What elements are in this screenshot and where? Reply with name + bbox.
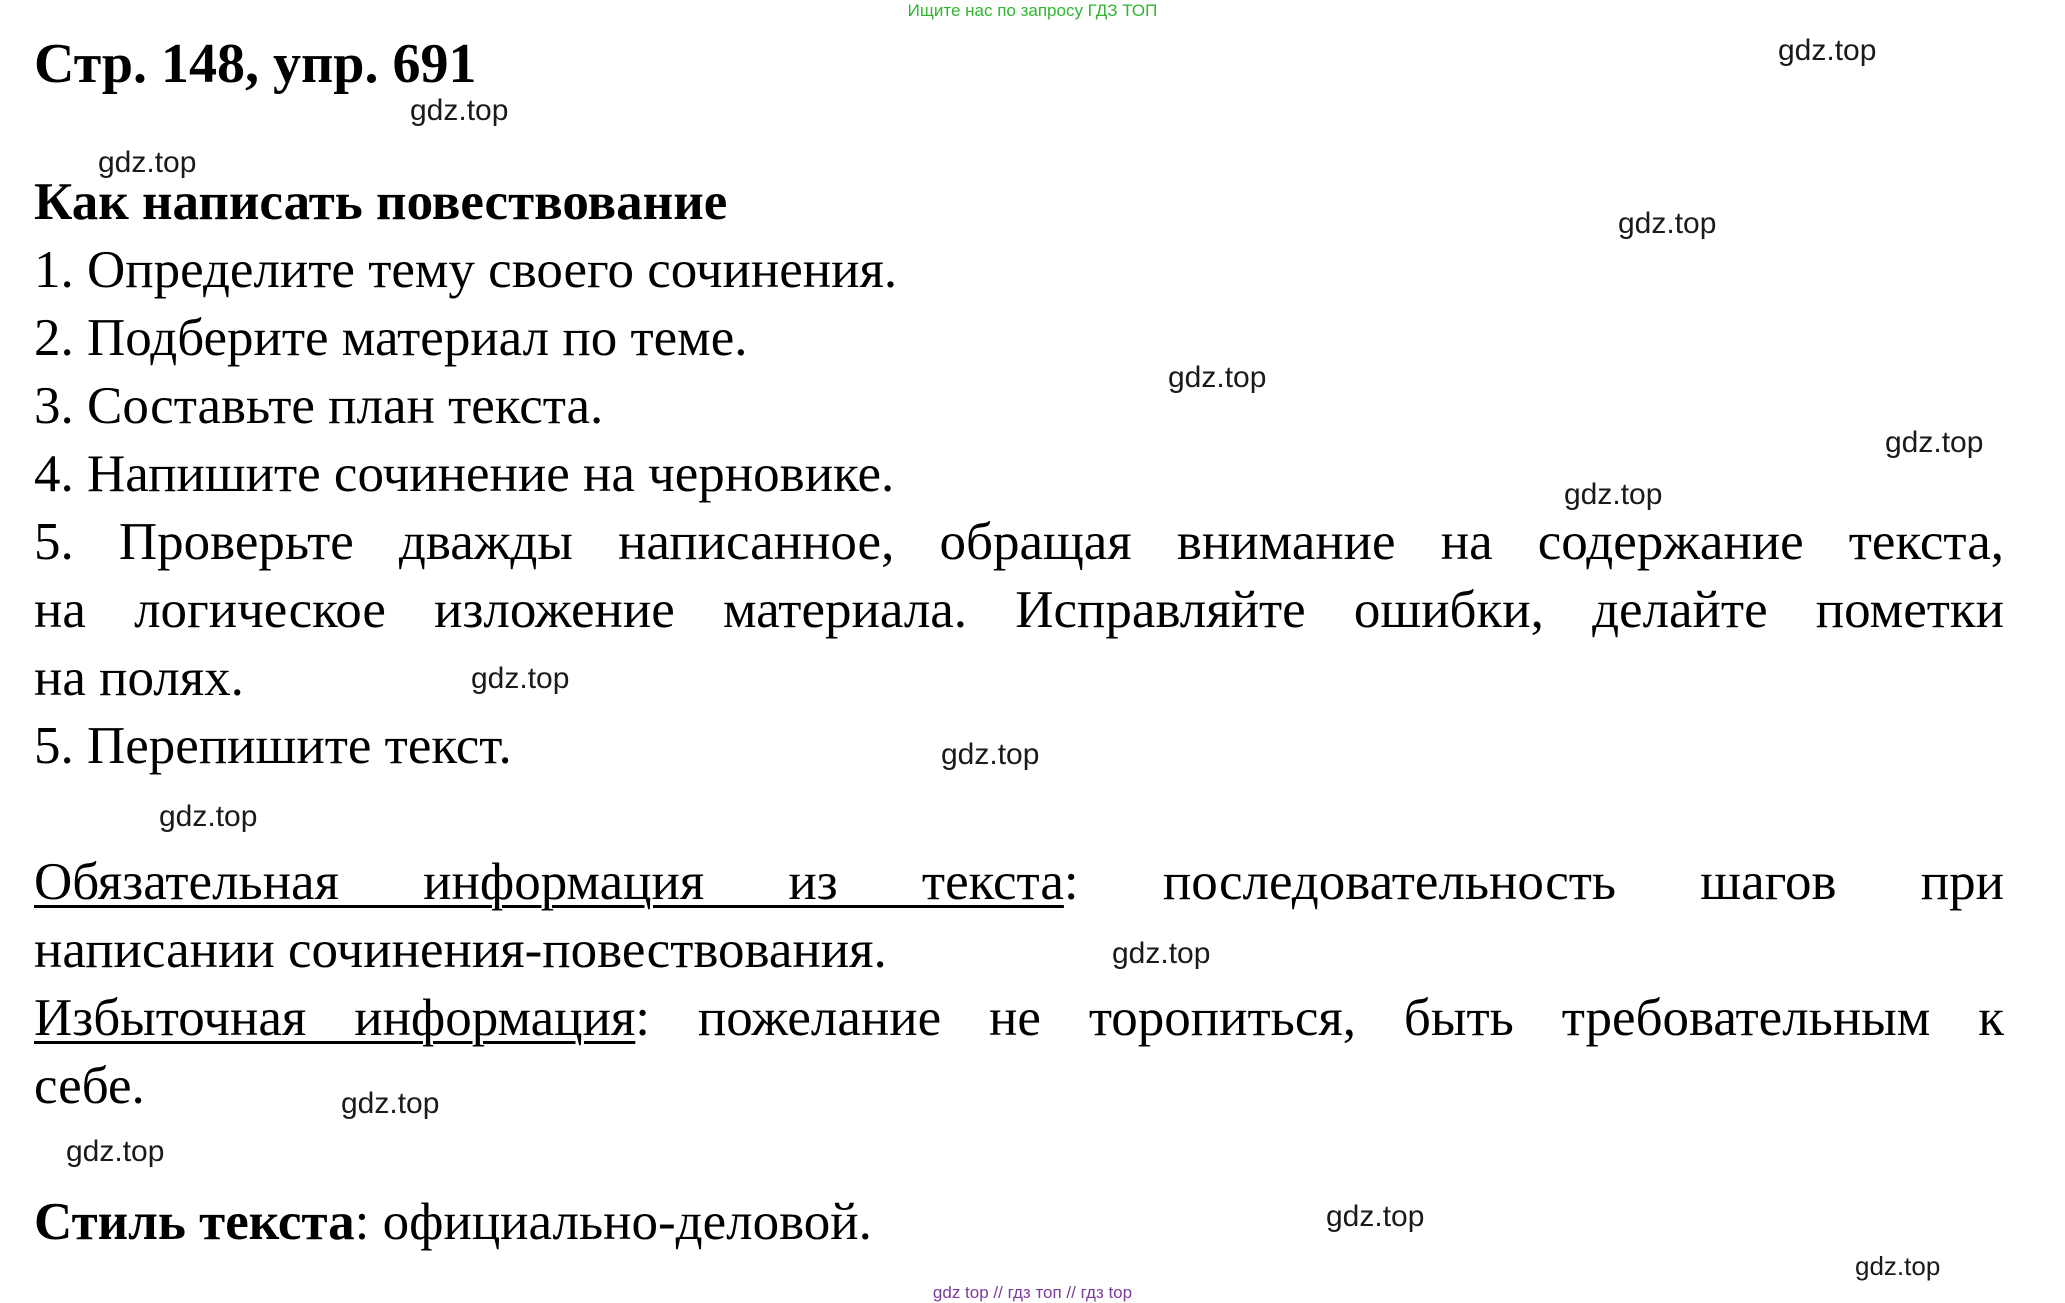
redundant-info-line-1 [34,988,2004,1048]
required-info-label: Обязательная информация из текста [34,853,1064,911]
watermark: gdz.top [1112,937,1211,970]
step-4: 4. Напишите сочинение на черновике. [34,445,895,503]
watermark: gdz.top [1778,34,1877,67]
required-info-line-2: написании сочинения-повествования. [34,921,887,979]
page-title: Стр. 148, упр. 691 [34,33,477,95]
footer-banner: gdz top // гдз топ // гдз top [932,1283,1133,1302]
step-5-line-3: на полях. [34,649,244,707]
watermark: gdz.top [341,1087,440,1120]
watermark: gdz.top [410,94,509,127]
watermark: gdz.top [1564,478,1663,511]
step-2: 2. Подберите материал по теме. [34,309,748,367]
watermark: gdz.top [941,738,1040,771]
required-info-text: : последовательность шагов при [1063,853,2004,911]
step-6: 5. Перепишите текст. [34,717,512,775]
watermark: gdz.top [98,146,197,179]
header-banner: Ищите нас по запросу ГДЗ ТОП [907,1,1158,20]
watermark: gdz.top [66,1135,165,1168]
step-1: 1. Определите тему своего сочинения. [34,241,898,299]
step-5-line-1: 5. Проверьте дважды написанное, обращая внимание на содержание текста, [34,513,2004,571]
step-5-line-2: на логическое изложение материала. Исправляйте ошибки, делайте пометки [34,581,2004,639]
watermark: gdz.top [1618,207,1717,240]
watermark: gdz.top [1885,426,1984,459]
text-style-line [34,1192,2004,1252]
text-style-value: : официально-деловой. [354,1193,872,1251]
watermark: gdz.top [1168,361,1267,394]
redundant-info-line-2: себе. [34,1057,145,1115]
watermark: gdz.top [471,662,570,695]
section-heading: Как написать повествование [34,173,728,231]
watermark: gdz.top [159,800,258,833]
redundant-info-text: : пожелание не торопиться, быть требовательным к [635,989,2004,1047]
watermark: gdz.top [1326,1200,1425,1233]
text-style-label: Стиль текста [34,1193,355,1251]
required-info-line-1 [34,852,2004,912]
redundant-info-label: Избыточная информация [34,989,636,1047]
step-3: 3. Составьте план текста. [34,377,604,435]
watermark: gdz.top [1855,1251,1941,1281]
